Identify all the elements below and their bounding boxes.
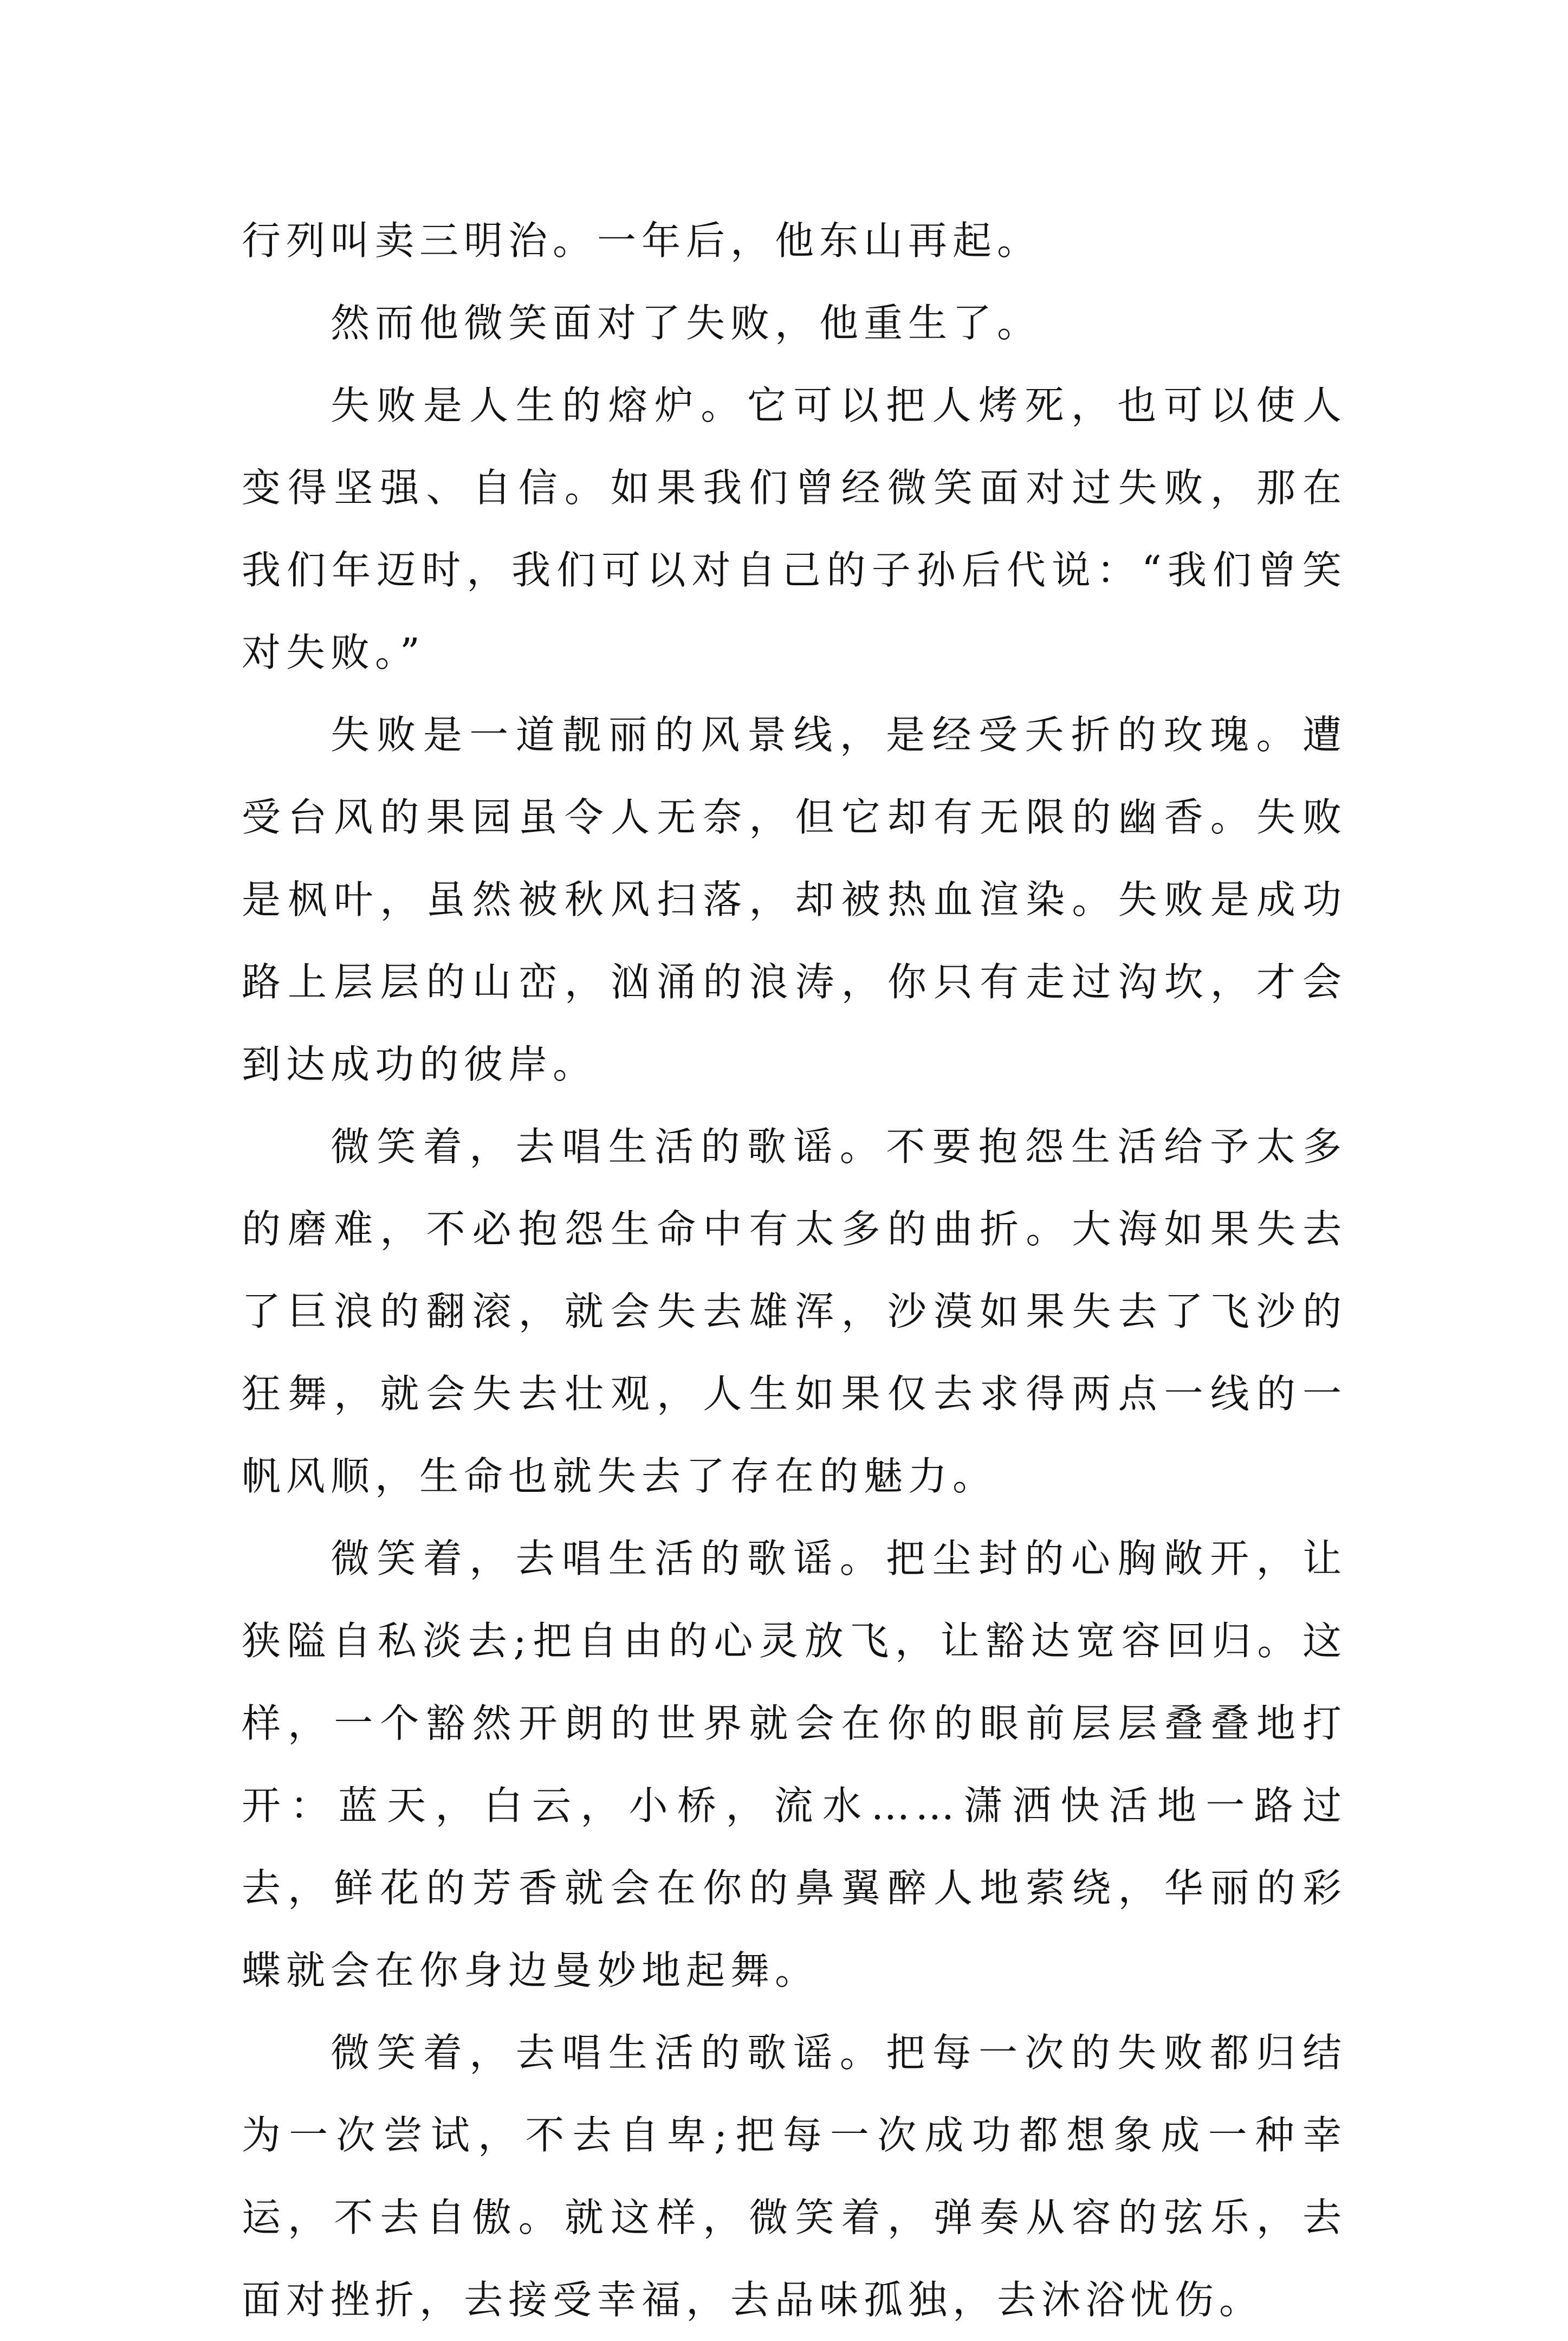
paragraph-6: 微笑着，去唱生活的歌谣。把尘封的心胸敞开，让狭隘自私淡去;把自由的心灵放飞，让豁达宽容回归。这样，一个豁然开朗的世界就会在你的眼前层层叠叠地打开：蓝天，白云，小桥，流水……潇洒快活地一路过去，鲜花的芳香就会在你的鼻翼醉人地萦绕，华丽的彩蝶就会在你身边曼妙地起舞。 [242, 1536, 1347, 1993]
paragraph-2: 然而他微笑面对了失败，他重生了。 [331, 300, 1042, 346]
body-text [242, 199, 1347, 2341]
paragraph-3: 失败是人生的熔炉。它可以把人烤死，也可以使人变得坚强、自信。如果我们曾经微笑面对过失败，那在我们年迈时，我们可以对自己的子孙后代说：“我们曾笑对失败。” [242, 383, 1347, 675]
paragraph-1: 行列叫卖三明治。一年后，他东山再起。 [242, 218, 1042, 263]
paragraph-4: 失败是一道靓丽的风景线，是经受夭折的玫瑰。遭受台风的果园虽令人无奈，但它却有无限的幽香。失败是枫叶，虽然被秋风扫落，却被热血渲染。失败是成功路上层层的山峦，汹涌的浪涛，你只有走过沟坎，才会到达成功的彼岸。 [242, 712, 1347, 1087]
paragraph-7: 微笑着，去唱生活的歌谣。把每一次的失败都归结为一次尝试，不去自卑;把每一次成功都想象成一种幸运，不去自傲。就这样，微笑着，弹奏从容的弦乐，去面对挫折，去接受幸福，去品味孤独，去沐浴忧伤。 [242, 2030, 1347, 2323]
paragraph-5: 微笑着，去唱生活的歌谣。不要抱怨生活给予太多的磨难，不必抱怨生命中有太多的曲折。大海如果失去了巨浪的翻滚，就会失去雄浑，沙漠如果失去了飞沙的狂舞，就会失去壮观，人生如果仅去求得两点一线的一帆风顺，生命也就失去了存在的魅力。 [242, 1124, 1347, 1499]
